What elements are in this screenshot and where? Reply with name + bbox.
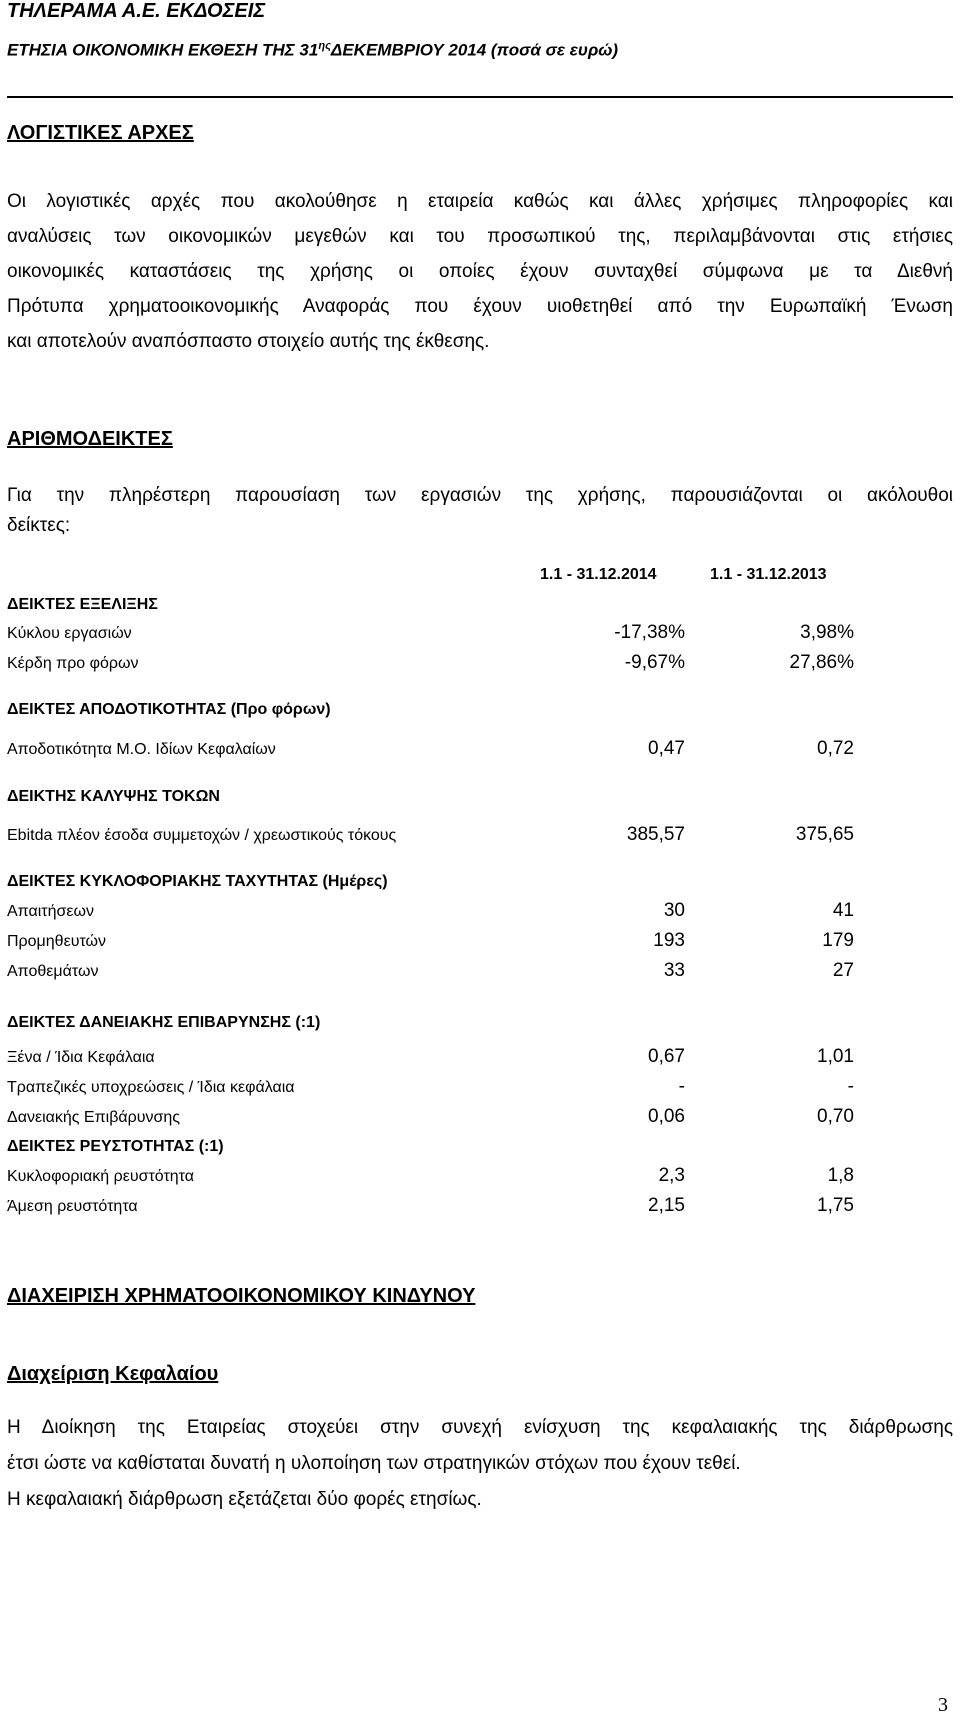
capital-subheading: Διαχείριση Κεφαλαίου [7, 1363, 219, 1385]
subtitle-pre: ΕΤΗΣΙΑ ΟΙΚΟΝΟΜΙΚΗ ΕΚΘΕΣΗ ΤΗΣ 31 [7, 40, 319, 60]
ratio-label: Δανειακής Επιβάρυνσης [7, 1109, 180, 1126]
ratio-value-2013: 3,98% [800, 622, 854, 643]
ratio-value-2013: 179 [822, 930, 854, 951]
accounting-line: Οι λογιστικές αρχές που ακολούθησε η εταιρεία καθώς και άλλες χρήσιμες πληροφορίες και [7, 191, 953, 212]
ratio-label: Κέρδη προ φόρων [7, 655, 139, 672]
ratios-intro-line: Για την πληρέστερη παρουσίαση των εργασιών της χρήσης, παρουσιάζονται οι ακόλουθοι [7, 485, 953, 506]
column-header-2013: 1.1 - 31.12.2013 [710, 566, 827, 583]
risk-line: έτσι ώστε να καθίσταται δυνατή η υλοποίηση των στρατηγικών στόχων που έχουν τεθεί. [7, 1453, 741, 1474]
ratio-value-2013: 41 [832, 900, 854, 921]
ratio-value-2014: 0,67 [648, 1046, 685, 1067]
ratios-intro [7, 481, 953, 541]
accounting-line: οικονομικές καταστάσεις της χρήσης οι οποίες έχουν συνταχθεί σύμφωνα με τα Διεθνή [7, 261, 953, 282]
accounting-line: αναλύσεις των οικονομικών μεγεθών και του προσωπικού της, περιλαμβάνονται στις ετήσιες [7, 226, 953, 247]
accounting-heading: ΛΟΓΙΣΤΙΚΕΣ ΑΡΧΕΣ [7, 122, 194, 144]
risk-heading: ΔΙΑΧΕΙΡΙΣΗ ΧΡΗΜΑΤΟΟΙΚΟΝΟΜΙΚΟΥ ΚΙΝΔΥΝΟΥ [7, 1285, 476, 1307]
company-name: ΤΗΛΕΡΑΜΑ Α.Ε. ΕΚΔΟΣΕΙΣ [7, 0, 266, 22]
ratio-value-2013: 1,75 [817, 1195, 854, 1216]
subtitle-sup: ης [318, 40, 331, 52]
ratio-value-2014: 385,57 [626, 824, 685, 845]
header-rule [7, 96, 953, 98]
ratio-group-heading: ΔΕΙΚΤΕΣ ΚΥΚΛΟΦΟΡΙΑΚΗΣ ΤΑΧΥΤΗΤΑΣ (Ημέρες) [7, 873, 388, 890]
ratios-heading: ΑΡΙΘΜΟΔΕΙΚΤΕΣ [7, 428, 173, 450]
accounting-paragraph [7, 184, 953, 359]
page-number: 3 [938, 1694, 948, 1716]
ratio-group-heading: ΔΕΙΚΤΕΣ ΔΑΝΕΙΑΚΗΣ ΕΠΙΒΑΡΥΝΣΗΣ (:1) [7, 1014, 321, 1031]
ratio-label: Κυκλοφοριακή ρευστότητα [7, 1168, 195, 1185]
ratio-value-2014: -9,67% [624, 652, 685, 673]
ratio-value-2013: - [847, 1076, 854, 1097]
accounting-line: Πρότυπα χρηματοοικονομικής Αναφοράς που έχουν υιοθετηθεί από την Ευρωπαϊκή Ένωση [7, 296, 953, 317]
ratios-intro-line: δείκτες: [7, 515, 71, 536]
ratio-label: Απαιτήσεων [7, 903, 95, 920]
ratio-value-2014: 2,15 [648, 1195, 685, 1216]
ratio-value-2013: 27 [832, 960, 854, 981]
ratio-group-heading: ΔΕΙΚΤΕΣ ΑΠΟΔΟΤΙΚΟΤΗΤΑΣ (Προ φόρων) [7, 701, 331, 718]
ratio-value-2014: -17,38% [614, 622, 685, 643]
ratio-label: Αποδοτικότητα Μ.Ο. Ιδίων Κεφαλαίων [7, 741, 276, 758]
ratio-label: Τραπεζικές υποχρεώσεις / Ίδια κεφάλαια [7, 1079, 295, 1096]
risk-line: Η Διοίκηση της Εταιρείας στοχεύει στην συνεχή ενίσχυση της κεφαλαιακής της διάρθρωσης [7, 1417, 953, 1438]
ratio-label: Αποθεμάτων [7, 963, 99, 980]
ratio-value-2013: 1,01 [817, 1046, 854, 1067]
ratio-value-2014: - [678, 1076, 685, 1097]
ratio-value-2013: 0,72 [817, 738, 854, 759]
ratio-label: Ξένα / Ίδια Κεφάλαια [7, 1049, 155, 1066]
ratio-group-heading: ΔΕΙΚΤΕΣ ΡΕΥΣΤΟΤΗΤΑΣ (:1) [7, 1138, 224, 1155]
ratio-value-2014: 0,06 [648, 1106, 685, 1127]
ratio-group-heading: ΔΕΙΚΤΗΣ ΚΑΛΥΨΗΣ ΤΟΚΩΝ [7, 788, 220, 805]
column-header-2014: 1.1 - 31.12.2014 [540, 566, 657, 583]
risk-line: Η κεφαλαιακή διάρθρωση εξετάζεται δύο φορές ετησίως. [7, 1489, 482, 1510]
ratio-label: Προμηθευτών [7, 933, 107, 950]
ratio-value-2014: 30 [663, 900, 685, 921]
ratio-value-2013: 27,86% [789, 652, 854, 673]
accounting-line: και αποτελούν αναπόσπαστο στοιχείο αυτής της έκθεσης. [7, 331, 490, 352]
subtitle-post: ΔΕΚΕΜΒΡΙΟΥ 2014 (ποσά σε ευρώ) [330, 40, 619, 60]
ratio-value-2013: 0,70 [817, 1106, 854, 1127]
ratio-label: Ebitda πλέον έσοδα συμμετοχών / χρεωστικούς τόκους [7, 827, 397, 844]
ratio-value-2013: 375,65 [795, 824, 854, 845]
report-subtitle [7, 40, 618, 61]
ratio-value-2014: 193 [653, 930, 685, 951]
ratio-label: Άμεση ρευστότητα [7, 1198, 138, 1215]
ratio-value-2014: 2,3 [658, 1165, 685, 1186]
ratio-value-2013: 1,8 [827, 1165, 854, 1186]
risk-paragraph [7, 1410, 953, 1518]
ratio-value-2014: 33 [663, 960, 685, 981]
ratio-value-2014: 0,47 [648, 738, 685, 759]
ratio-label: Κύκλου εργασιών [7, 625, 132, 642]
ratio-group-heading: ΔΕΙΚΤΕΣ ΕΞΕΛΙΞΗΣ [7, 596, 158, 613]
